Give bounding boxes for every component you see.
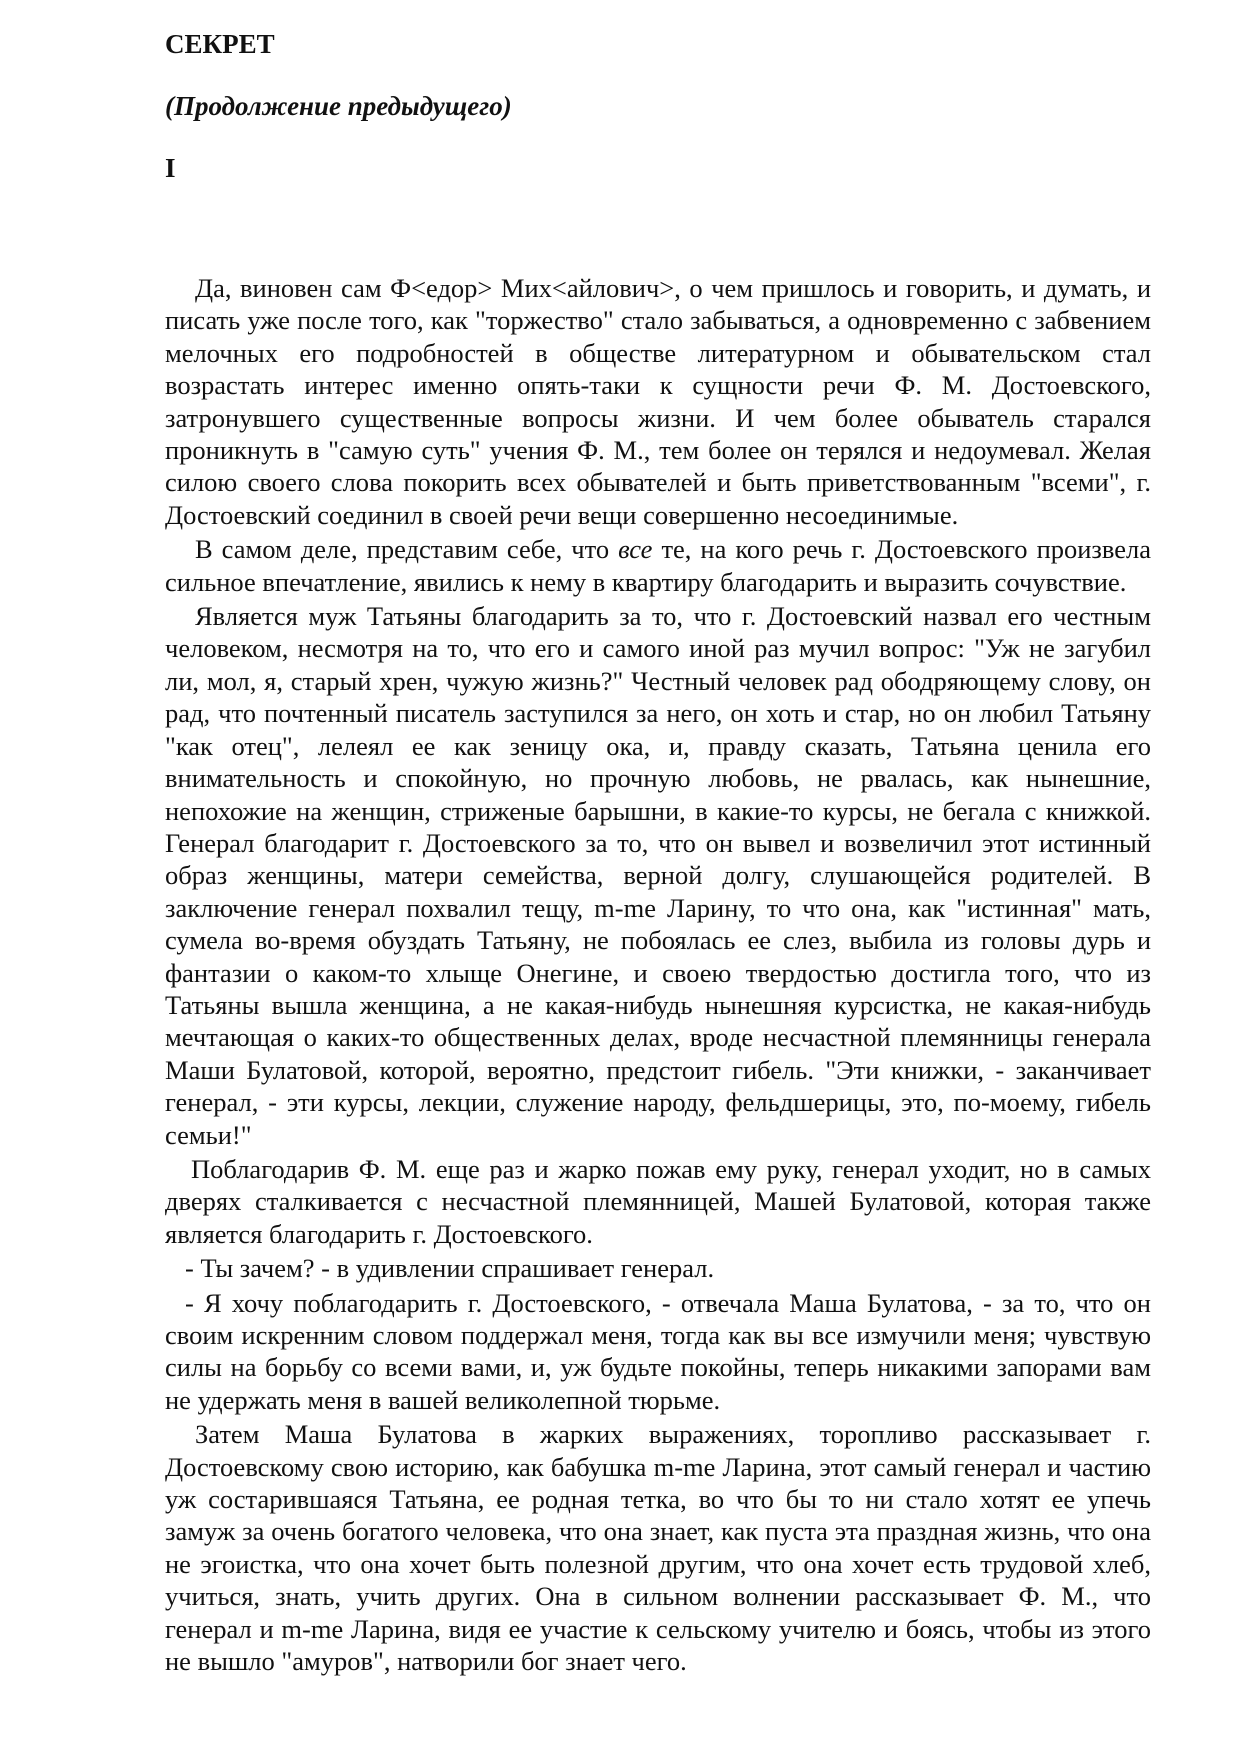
paragraph-2 bbox=[165, 533, 1151, 598]
paragraph-7: Затем Маша Булатова в жарких выражениях, торопливо рассказывает г. Достоевскому свою историю, как бабушка m-me Ларина, этот самый генерал и частию уж состарившаяся Татьяна, ее родная тетка, во что бы то ни стало хотят ее упечь замуж за очень богатого человека, что она знает, как пуста эта праздная жизнь, что она не эгоистка, что она хочет быть полезной другим, что она хочет есть трудовой хлеб, учиться, знать, учить других. Она в сильном волнении рассказывает Ф. М., что генерал и m-me Ларина, видя ее участие к сельскому учителю и боясь, чтобы из этого не вышло "амуров", натворили бог знает чего. bbox=[165, 1419, 1151, 1677]
dialogue-line-1: - Ты зачем? - в удивлении спрашивает генерал. bbox=[185, 1253, 715, 1284]
chapter-number: I bbox=[165, 153, 176, 183]
paragraph-1: Да, виновен сам Ф<едор> Мих<айлович>, о чем пришлось и говорить, и думать, и писать уже после того, как "торжество" стало забываться, а одновременно с забвением мелочных его подробностей в обществе литературном и обывательском стал возрастать интерес именно опять-таки к сущности речи Ф. М. Достоевского, затронувшего существенные вопросы жизни. И чем более обыватель старался проникнуть в "самую суть" учения Ф. М., тем более он терялся и недоумевал. Желая силою своего слова покорить всех обывателей и быть приветствованным "всеми", г. Достоевский соединил в своей речи вещи совершенно несоединимые. bbox=[165, 273, 1151, 530]
document-page bbox=[165, 26, 1151, 1679]
paragraph-2-text-b: те, на кого речь г. Достоевского произвела сильное впечатление, явились к нему в квартиру благодарить и выразить сочувствие. bbox=[165, 534, 1152, 597]
paragraph-3: Является муж Татьяны благодарить за то, что г. Достоевский назвал его честным человеком, несмотря на то, что его и самого иной раз мучил вопрос: "Уж не загубил ли, мол, я, старый хрен, чужую жизнь?" Честный человек рад ободряющему слову, он рад, что почтенный писатель заступился за него, он хоть и стар, но он любил Татьяну "как отец", лелеял ее как зеницу ока, и, правду сказать, Татьяна ценила его внимательность и спокойную, но прочную любовь, не рвалась, как нынешние, непохожие на женщин, стриженые барышни, в какие-то курсы, не бегала с книжкой. Генерал благодарит г. Достоевского за то, что он вывел и возвеличил этот истинный образ женщины, матери семейства, верной долгу, слушающейся родителей. В заключение генерал похвалил тещу, m-me Ларину, то что она, как "истинная" мать, сумела во-время обуздать Татьяну, не побоялась ее слез, выбила из головы дурь и фантазии о каком-то хлыще Онегине, и своею твердостью достигла того, что из Татьяны вышла женщина, а не какая-нибудь нынешняя курсистка, не какая-нибудь мечтающая о каких-то общественных делах, вроде несчастной племянницы генерала Маши Булатовой, которой, вероятно, предстоит гибель. "Эти книжки, - заканчивает генерал, - эти курсы, лекции, служение народу, фельдшерицы, это, по-моему, гибель семьи!" bbox=[165, 601, 1151, 1150]
paragraph-4: Поблагодарив Ф. М. еще раз и жарко пожав ему руку, генерал уходит, но в самых дверях сталкивается с несчастной племянницей, Машей Булатовой, которая также является благодарить г. Достоевского. bbox=[165, 1153, 1151, 1249]
document-title: СЕКРЕТ bbox=[165, 29, 275, 59]
paragraph-2-text-a: В самом деле, представим себе, что bbox=[195, 534, 619, 565]
document-subtitle: (Продолжение предыдущего) bbox=[165, 91, 512, 121]
paragraph-2-emphasis: все bbox=[618, 534, 653, 565]
dialogue-line-2: - Я хочу поблагодарить г. Достоевского, - отвечала Маша Булатова, - за то, что он своим искренним словом поддержал меня, тогда как вы все измучили меня; чувствую силы на борьбу со всеми вами, и, уж будьте покойны, теперь никакими запорами вам не удержать меня в вашей великолепной тюрьме. bbox=[165, 1287, 1151, 1415]
